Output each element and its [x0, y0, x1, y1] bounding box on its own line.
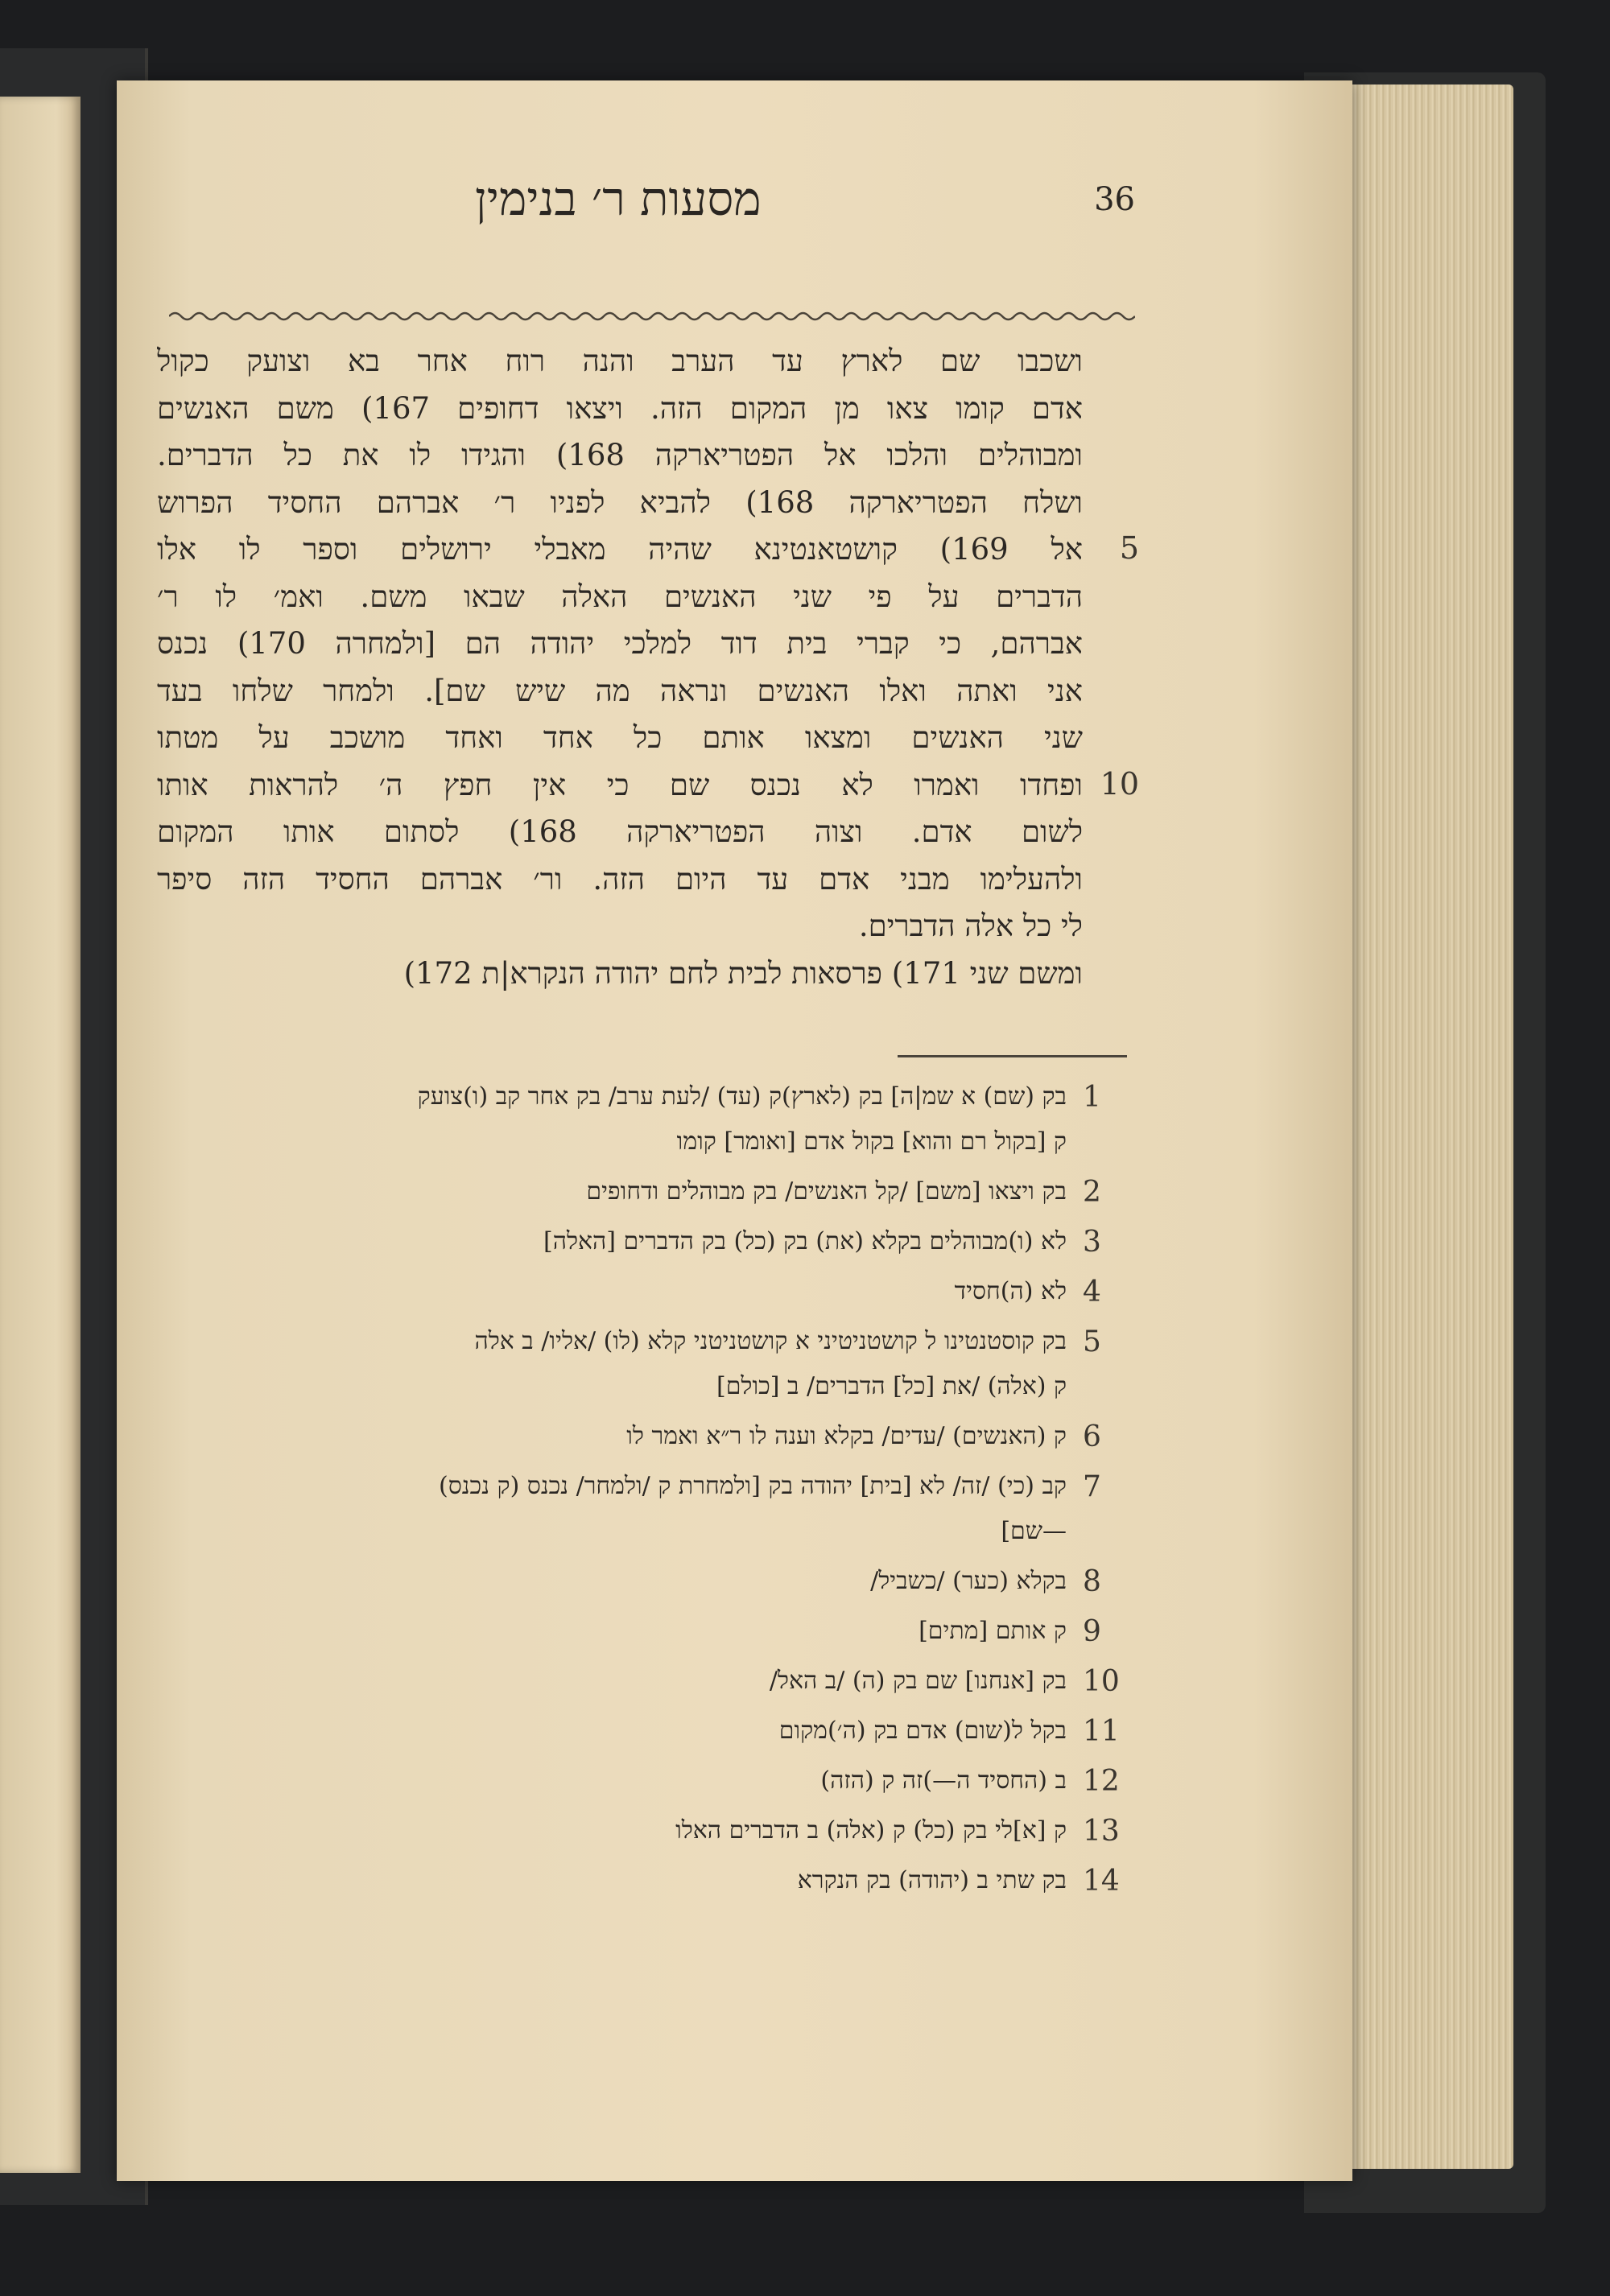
facing-page-edge — [0, 97, 80, 2173]
text-line: לי כל אלה הדברים. — [858, 909, 1083, 943]
text-line: הדברים על פי שני האנשים האלה שבאו משם. ואמ׳ לו ר׳ — [157, 579, 1083, 614]
text-line: אל 169) קושטאנטינא שהיה מאבלי ירושלים וספר לו אלו — [157, 532, 1083, 567]
text-line: אברהם, כי קברי בית דוד למלכי יהודה הם [ולמחרה 170) נכנס — [157, 626, 1083, 661]
apparatus-line-number: 4 — [1083, 1276, 1101, 1309]
apparatus-text: לא (ו)מבוהלים בקלא (את) בק (כל) בק הדברים [האלה] — [543, 1227, 1067, 1255]
apparatus-text: בק שתי ב (יהודה) בק הנקרא — [797, 1866, 1067, 1894]
apparatus-line-number: 6 — [1083, 1420, 1101, 1453]
apparatus-line-number: 10 — [1083, 1665, 1120, 1698]
apparatus-line-number: 11 — [1083, 1715, 1120, 1748]
apparatus-text: בק ויצאו [משם] /קל האנשים/ בק מבוהלים ודחופים — [586, 1177, 1067, 1206]
apparatus-text: בק (שם) א שמ|ה] בק (לארץ)ק (עד) /לעת ערב/ בק אחר קב (ו)צועק — [417, 1082, 1067, 1111]
apparatus-line-number: 7 — [1083, 1470, 1101, 1503]
text-line: ומבוהלים והלכו אל הפטריארקה 168) והגידו לו את כל הדברים. — [157, 438, 1083, 472]
page-number: 36 — [1094, 181, 1135, 218]
page-header — [161, 157, 1135, 245]
apparatus-text: —שם] — [1001, 1517, 1067, 1545]
main-text — [157, 338, 1083, 997]
apparatus-text: בקלא (כער) /כשביל/ — [870, 1567, 1067, 1595]
apparatus-line-number: 12 — [1083, 1765, 1120, 1798]
header-wavy-rule — [169, 310, 1135, 323]
apparatus-text: בק [אנחנו] שם בק (ה) /ב האל/ — [769, 1667, 1067, 1695]
apparatus-text: ק [בקול רם והוא] בקול אדם [ואומר] קומו — [676, 1127, 1067, 1156]
text-line: לשום אדם. וצוה הפטריארקה 168) לסתום אותו המקום — [157, 814, 1083, 849]
text-line: ומשם שני 171) פרסאות לבית לחם יהודה הנקרא|ת 172) — [403, 955, 1083, 991]
apparatus-text: ק (האנשים) /עדים/ בקלא וענה לו ר״א ואמר לו — [626, 1422, 1067, 1450]
text-line: ולהעלימו מבני אדם עד היום הזה. ור׳ אברהם החסיד הזה סיפר — [157, 861, 1083, 897]
text-line: אדם קומו צאו מן המקום הזה. ויצאו דחופים 167) משם האנשים — [157, 390, 1083, 426]
apparatus-text: לא (ה)חסיד — [954, 1277, 1067, 1305]
page-edges — [1340, 85, 1513, 2169]
text-line: אני ואתה ואלו האנשים ונראה מה שיש שם]. ולמחר שלחו בעד — [157, 673, 1083, 708]
text-line: שני האנשים ומצאו אותם כל אחד ואחד מושכב על מטתו — [157, 720, 1083, 755]
apparatus-text: קב (כי) /זה/ לא [בית] יהודה בק [ולמחרת ק /ולמחר/ נכנס (ק נכנס) — [439, 1472, 1067, 1500]
apparatus-text: ק אותם [מתים] — [919, 1617, 1067, 1645]
apparatus-line-number: 13 — [1083, 1815, 1120, 1848]
apparatus-line-number: 1 — [1083, 1081, 1101, 1114]
apparatus-text: ב (החסיד ה—)זה ק (הזה) — [820, 1766, 1067, 1795]
apparatus-text: ק (אלה) /את [כל] הדברים/ ב [כולם] — [716, 1372, 1067, 1400]
margin-line-number: 5 — [1119, 530, 1139, 566]
text-line: ושלח הפטריארקה 168) להביא לפניו ר׳ אברהם החסיד הפרוש — [157, 484, 1083, 520]
apparatus-text: בק קוסטנטינו ל קושטניטיני א קושטניטני קלא (לו) /אליו/ ב אלה — [474, 1327, 1067, 1355]
apparatus-line-number: 5 — [1083, 1325, 1101, 1358]
apparatus-line-number: 8 — [1083, 1565, 1101, 1598]
apparatus-line-number: 14 — [1083, 1865, 1120, 1898]
apparatus-line-number: 9 — [1083, 1615, 1101, 1648]
apparatus-text: ק [א]לי בק (כל) ק (אלה) ב הדברים האלו — [675, 1816, 1067, 1845]
text-line: ושכבו שם לארץ עד הערב והנה רוח אחר בא וצועק כקול — [157, 344, 1083, 378]
apparatus-line-number: 2 — [1083, 1176, 1101, 1209]
apparatus-separator — [898, 1055, 1127, 1057]
text-line: ופחדו ואמרו לא נכנס שם כי אין חפץ ה׳ להראות אותו — [157, 767, 1083, 802]
running-title: מסעות ר׳ בנימין — [475, 171, 762, 226]
margin-line-number: 10 — [1100, 765, 1139, 802]
apparatus-text: בקל ל(שום) אדם בק (ה׳)מקום — [778, 1717, 1067, 1745]
apparatus-line-number: 3 — [1083, 1226, 1101, 1259]
